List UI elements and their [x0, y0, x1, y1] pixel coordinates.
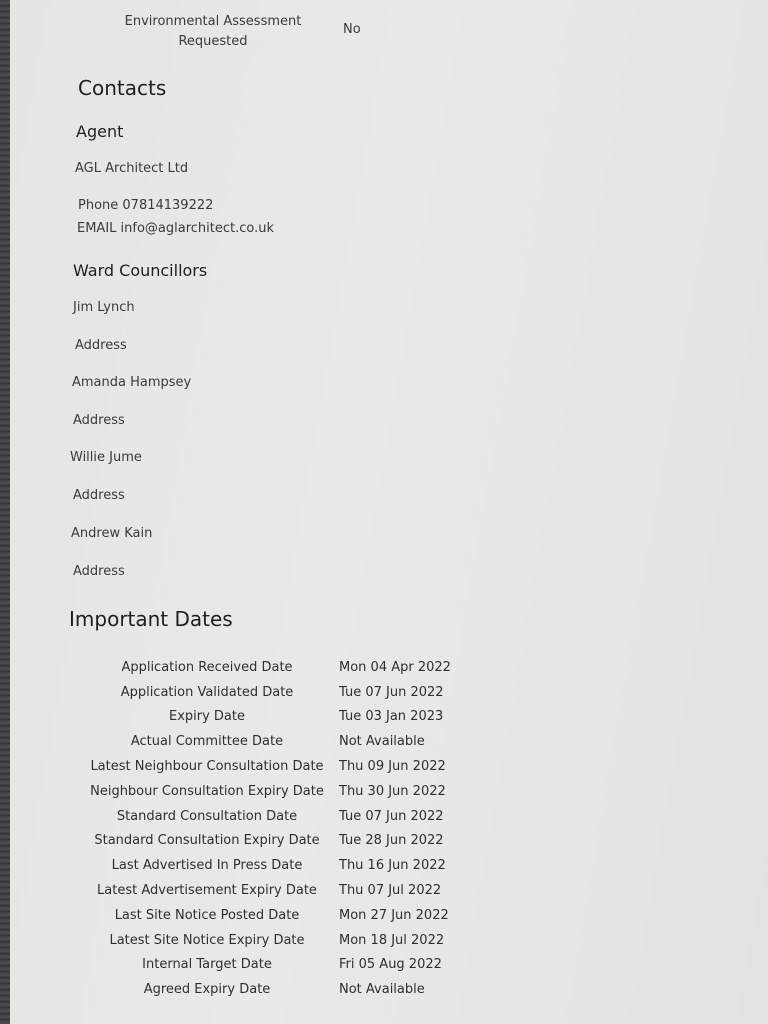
env-label-line1: Environmental Assessment — [124, 14, 302, 29]
contacts-heading: Contacts — [78, 76, 167, 100]
councillor-address: Address — [73, 564, 125, 579]
agent-phone: Phone 07814139222 — [78, 198, 214, 213]
date-value: Not Available — [339, 982, 425, 998]
important-dates-heading: Important Dates — [69, 607, 233, 631]
date-label: Last Site Notice Posted Date — [114, 907, 300, 923]
environmental-assessment-label — [100, 12, 326, 52]
date-label: Actual Committee Date — [130, 734, 284, 750]
date-value: Fri 05 Aug 2022 — [339, 957, 442, 973]
date-row — [76, 779, 496, 804]
date-row — [76, 977, 496, 1002]
date-row — [76, 953, 496, 978]
agent-heading: Agent — [76, 122, 124, 141]
date-value: Mon 18 Jul 2022 — [339, 932, 445, 948]
date-label: Application Validated Date — [120, 684, 294, 700]
date-label: Last Advertised In Press Date — [111, 858, 303, 874]
date-label: Latest Advertisement Expiry Date — [97, 883, 317, 899]
date-value: Mon 27 Jun 2022 — [339, 907, 449, 923]
date-row — [76, 754, 496, 779]
councillor-name: Amanda Hampsey — [72, 375, 192, 390]
agent-name: AGL Architect Ltd — [75, 161, 189, 176]
date-row — [76, 878, 496, 903]
date-row — [76, 729, 496, 754]
document-page — [10, 0, 768, 1024]
date-row — [76, 903, 496, 928]
date-label: Latest Neighbour Consultation Date — [90, 759, 324, 775]
date-row — [76, 928, 496, 953]
agent-email: EMAIL info@aglarchitect.co.uk — [77, 221, 275, 236]
date-row — [76, 853, 496, 878]
date-label: Expiry Date — [168, 709, 245, 725]
date-value: Thu 07 Jul 2022 — [339, 883, 442, 899]
binder-edge — [0, 0, 10, 1024]
date-row — [76, 705, 496, 730]
date-label: Latest Site Notice Expiry Date — [109, 932, 305, 948]
councillor-address: Address — [73, 488, 125, 503]
councillor-name: Andrew Kain — [71, 526, 153, 541]
date-value: Tue 03 Jan 2023 — [339, 709, 444, 725]
date-label: Internal Target Date — [142, 957, 272, 973]
ward-councillors-heading: Ward Councillors — [73, 261, 208, 280]
date-row — [76, 655, 496, 680]
date-row — [76, 804, 496, 829]
councillor-name: Jim Lynch — [73, 300, 135, 315]
date-label: Agreed Expiry Date — [143, 982, 271, 998]
date-value: Mon 04 Apr 2022 — [339, 659, 451, 675]
important-dates-table — [76, 655, 496, 1002]
env-label-line2: Requested — [178, 34, 248, 49]
date-value: Tue 28 Jun 2022 — [339, 833, 444, 849]
date-value: Thu 30 Jun 2022 — [339, 783, 446, 799]
date-label: Neighbour Consultation Expiry Date — [90, 783, 324, 799]
councillor-name: Willie Jume — [70, 450, 142, 465]
date-value: Tue 07 Jun 2022 — [339, 808, 444, 824]
date-value: Tue 07 Jun 2022 — [339, 684, 444, 700]
date-value: Thu 16 Jun 2022 — [339, 858, 446, 874]
date-row — [76, 680, 496, 705]
date-value: Not Available — [339, 734, 425, 750]
date-row — [76, 829, 496, 854]
date-value: Thu 09 Jun 2022 — [339, 759, 446, 775]
councillor-address: Address — [73, 413, 125, 428]
environmental-assessment-value: No — [343, 22, 361, 37]
date-label: Application Received Date — [121, 659, 293, 675]
date-label: Standard Consultation Expiry Date — [94, 833, 320, 849]
councillor-address: Address — [75, 338, 127, 353]
date-label: Standard Consultation Date — [116, 808, 298, 824]
